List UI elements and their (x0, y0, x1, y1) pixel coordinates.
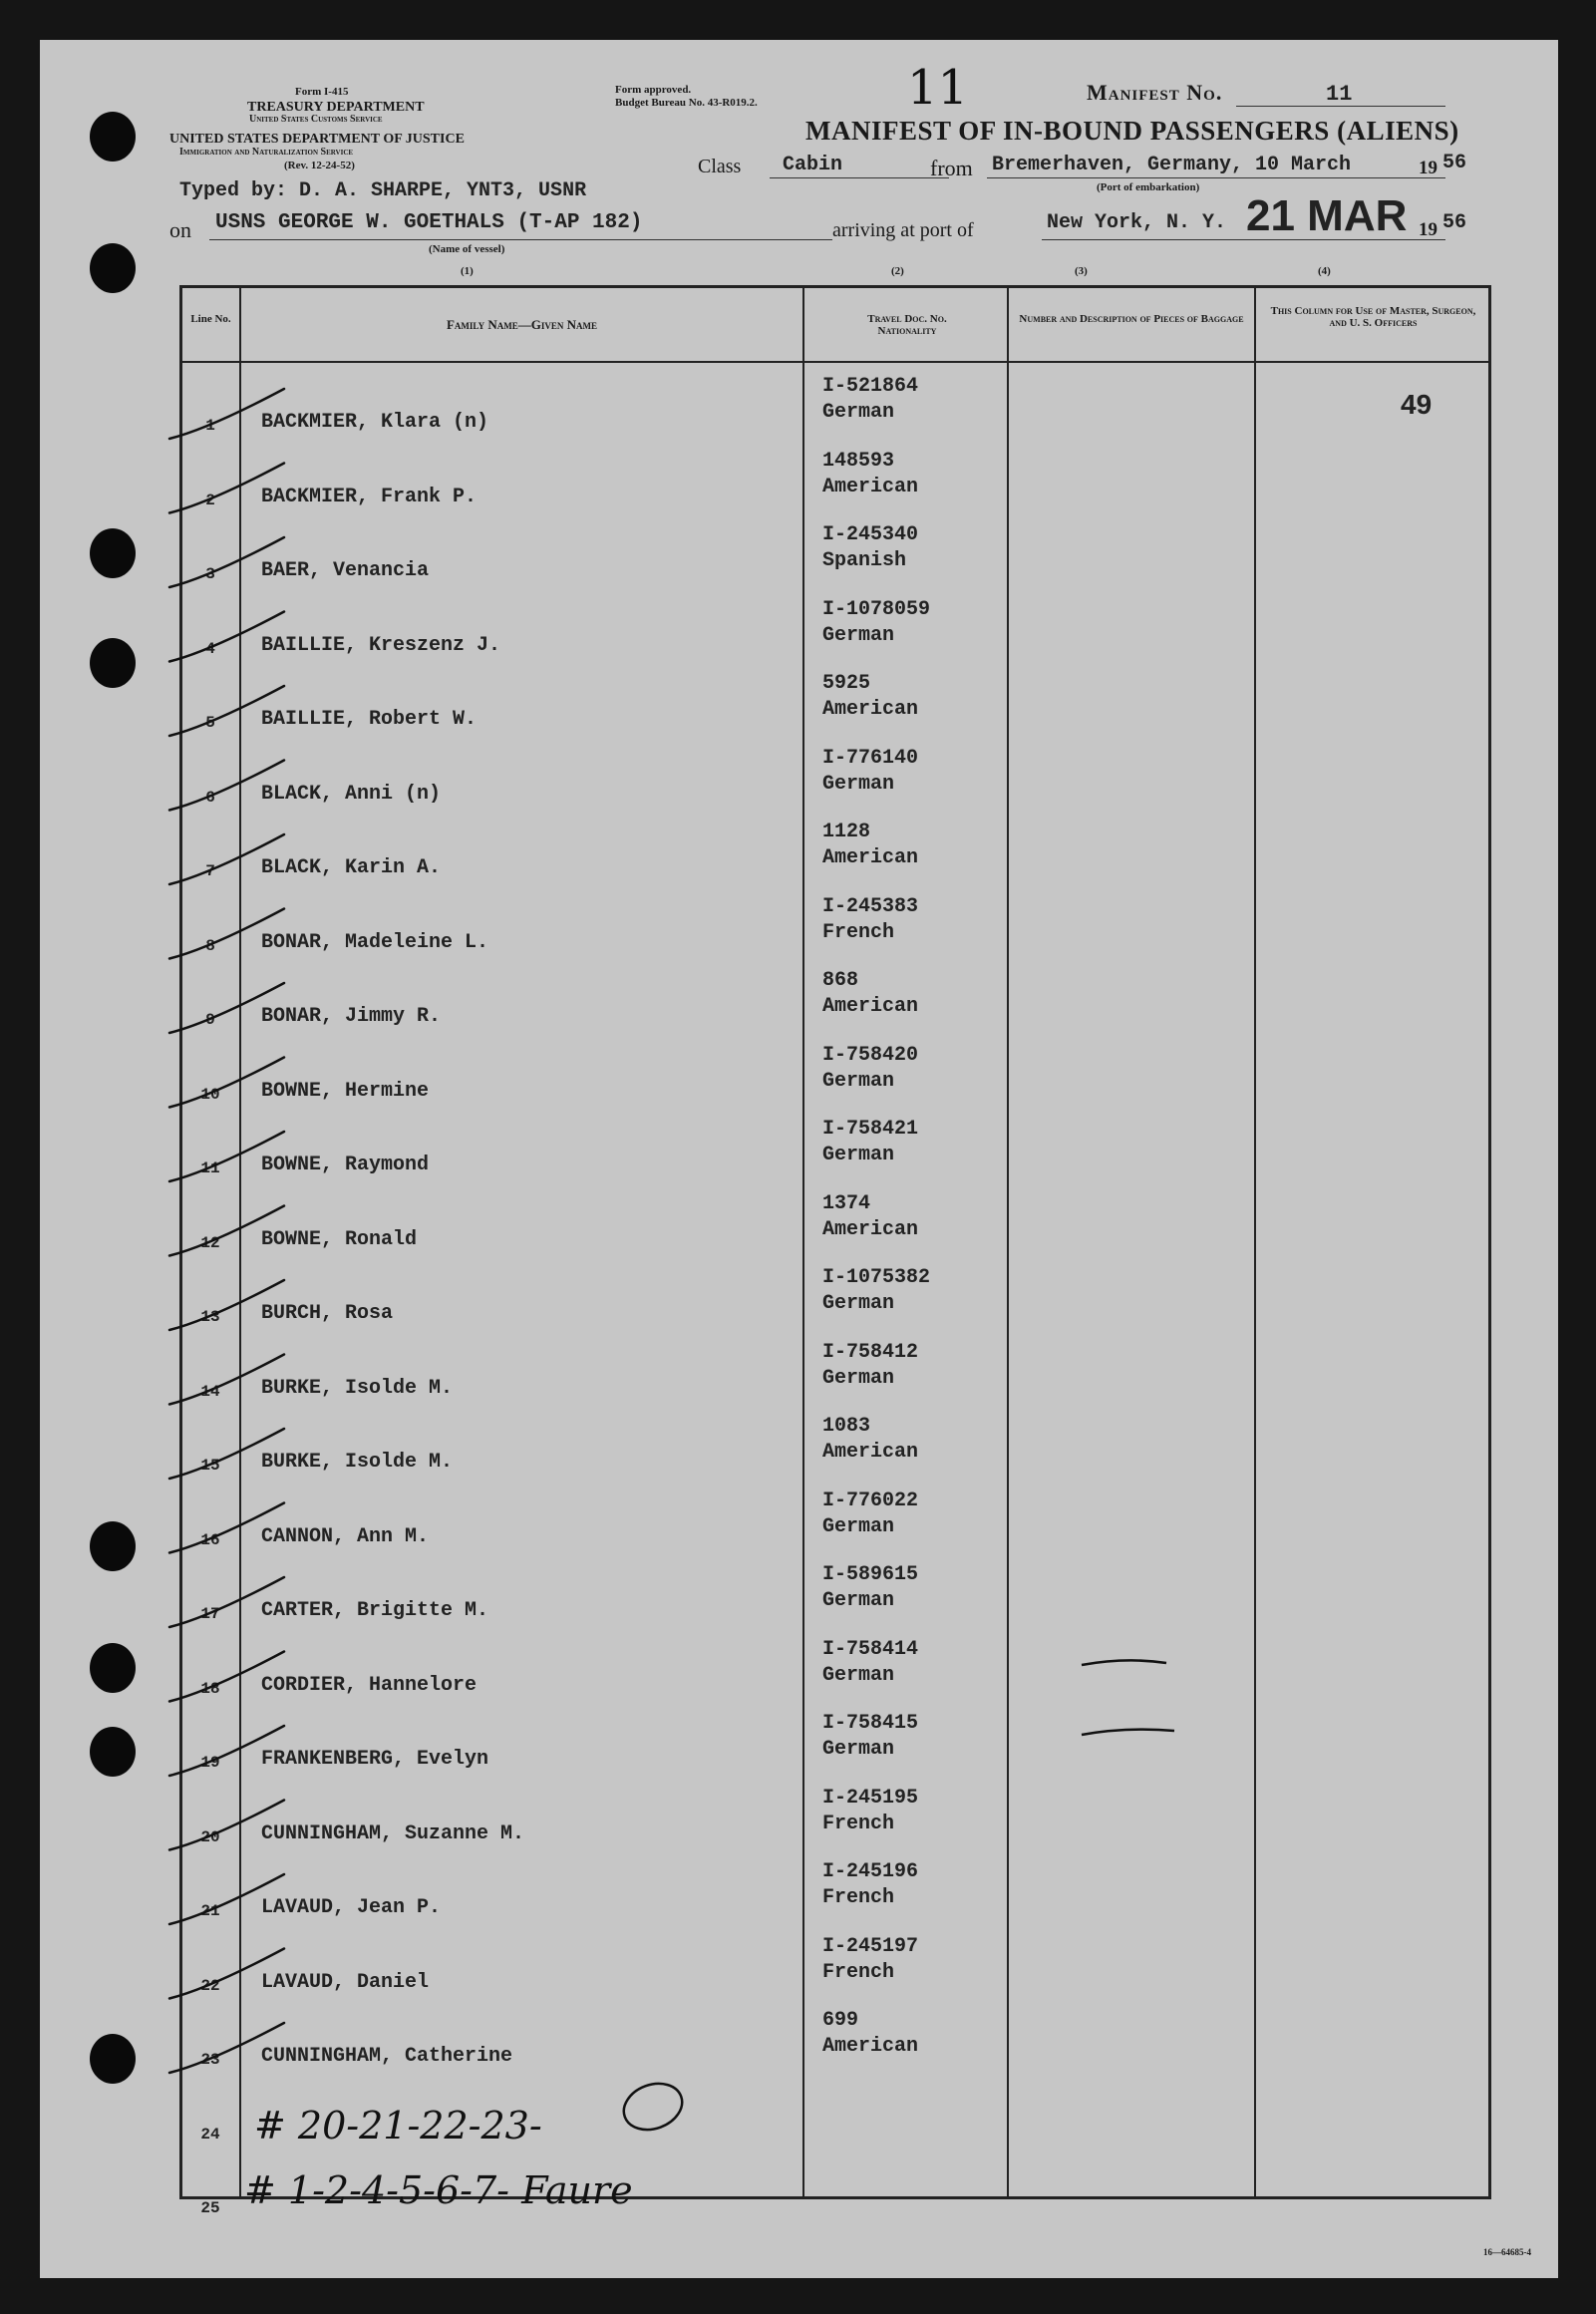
passenger-name: FRANKENBERG, Evelyn (261, 1748, 489, 1771)
customs-service: United States Customs Service (249, 114, 383, 125)
manifest-title: MANIFEST OF IN-BOUND PASSENGERS (ALIENS) (805, 116, 1459, 146)
row-line-number: 24 (200, 2125, 220, 2144)
nationality: American (822, 995, 919, 1018)
row-line-number: 23 (200, 2051, 220, 2069)
travel-doc-number: I-758420 (822, 1043, 919, 1067)
col-num-3: (3) (1075, 265, 1088, 277)
row-line-number: 4 (205, 639, 215, 658)
row-line-number: 7 (205, 862, 215, 880)
row-line-number: 9 (205, 1011, 215, 1029)
row-line-number: 12 (200, 1233, 220, 1252)
row-line-number: 14 (200, 1382, 220, 1401)
vessel-label: (Name of vessel) (429, 243, 505, 255)
passenger-name: BOWNE, Hermine (261, 1079, 430, 1103)
travel-doc-number: I-245195 (822, 1786, 919, 1810)
row-line-number: 8 (205, 936, 215, 955)
manifest-number: 11 (1326, 82, 1353, 107)
travel-doc-number: I-245196 (822, 1860, 919, 1883)
vessel-name: USNS GEORGE W. GOETHALS (T-AP 182) (215, 211, 643, 234)
nationality: German (822, 1589, 895, 1612)
justice-dept: UNITED STATES DEPARTMENT OF JUSTICE (169, 132, 465, 147)
col-num-2: (2) (891, 265, 904, 277)
row-line-number: 3 (205, 565, 215, 583)
passenger-name: BONAR, Madeleine L. (261, 930, 489, 954)
binder-hole (90, 1643, 136, 1693)
year-1: 56 (1442, 152, 1467, 174)
travel-doc-number: I-776140 (822, 746, 919, 770)
nationality: French (822, 1886, 895, 1909)
binder-hole (90, 638, 136, 688)
nationality: German (822, 1144, 895, 1166)
nationality: American (822, 1441, 919, 1464)
row-line-number: 16 (200, 1530, 220, 1549)
passenger-name: BURKE, Isolde M. (261, 1451, 454, 1474)
officer-note: 49 (1401, 389, 1433, 420)
travel-doc-number: 868 (822, 969, 859, 992)
travel-doc-number: 1128 (822, 821, 871, 843)
row-line-number: 18 (200, 1679, 220, 1698)
passenger-name: BAILLIE, Robert W. (261, 708, 478, 731)
passenger-name: LAVAUD, Jean P. (261, 1896, 442, 1919)
embark-port: Bremerhaven, Germany, 10 March (992, 154, 1352, 176)
nationality: American (822, 846, 919, 869)
row-line-number: 20 (200, 1827, 220, 1846)
travel-doc-number: I-245340 (822, 523, 919, 546)
nationality: German (822, 1366, 895, 1390)
row-line-number: 11 (200, 1159, 220, 1177)
travel-doc-number: 1374 (822, 1191, 871, 1215)
nationality: American (822, 698, 919, 721)
nationality: American (822, 1217, 919, 1241)
on-label: on (169, 217, 191, 242)
travel-doc-number: 699 (822, 2009, 859, 2032)
header-travel-doc: Travel Doc. No. Nationality (867, 313, 947, 337)
passenger-name: CANNON, Ann M. (261, 1524, 430, 1548)
typed-by: Typed by: D. A. SHARPE, YNT3, USNR (179, 179, 587, 202)
passenger-name: BAER, Venancia (261, 559, 430, 582)
passenger-name: BACKMIER, Klara (n) (261, 411, 489, 434)
passenger-name: BURCH, Rosa (261, 1302, 394, 1325)
arriving-label: arriving at port of (832, 219, 974, 241)
arrival-port: New York, N. Y. (1047, 211, 1227, 234)
row-line-number: 2 (205, 491, 215, 509)
passenger-name: CUNNINGHAM, Suzanne M. (261, 1821, 525, 1845)
class-label: Class (698, 156, 742, 177)
passenger-name: BLACK, Anni (n) (261, 782, 442, 806)
port-embarkation-label: (Port of embarkation) (1097, 181, 1200, 193)
class-value: Cabin (783, 154, 843, 176)
travel-doc-number: I-776022 (822, 1488, 919, 1512)
row-line-number: 21 (200, 1902, 220, 1920)
travel-doc-number: I-589615 (822, 1563, 919, 1586)
binder-hole (90, 243, 136, 293)
travel-doc-number: I-758415 (822, 1712, 919, 1735)
row-line-number: 22 (200, 1976, 220, 1995)
pen-strokes (40, 40, 1558, 2278)
header-name: Family Name—Given Name (446, 317, 597, 332)
nationality: French (822, 920, 895, 944)
header-baggage: Number and Description of Pieces of Baggage (1019, 313, 1244, 325)
row-line-number: 15 (200, 1457, 220, 1475)
row-line-number: 25 (200, 2199, 220, 2217)
travel-doc-number: 1083 (822, 1415, 871, 1438)
passenger-name: BACKMIER, Frank P. (261, 485, 478, 508)
binder-hole (90, 2034, 136, 2084)
header-line-no: Line No. (190, 313, 231, 325)
passenger-name: BLACK, Karin A. (261, 856, 442, 879)
from-label: from (930, 156, 973, 180)
form-number: Form I-415 (295, 86, 349, 98)
arrival-date-stamp: 21 MAR (1246, 191, 1408, 240)
form-revision: (Rev. 12-24-52) (284, 160, 355, 171)
passenger-name: BOWNE, Raymond (261, 1154, 430, 1176)
travel-doc-number: I-521864 (822, 375, 919, 398)
nationality: German (822, 1738, 895, 1761)
passenger-name: CORDIER, Hannelore (261, 1673, 478, 1697)
passenger-name: BURKE, Isolde M. (261, 1376, 454, 1400)
travel-doc-number: 5925 (822, 672, 871, 695)
passenger-name: LAVAUD, Daniel (261, 1970, 430, 1994)
travel-doc-number: I-1078059 (822, 597, 931, 621)
row-line-number: 10 (200, 1085, 220, 1104)
row-line-number: 19 (200, 1754, 220, 1772)
row-line-number: 6 (205, 788, 215, 807)
nationality: German (822, 1663, 895, 1687)
manifest-label: Manifest No. (1087, 80, 1223, 105)
ins-service: Immigration and Naturalization Service (179, 147, 354, 158)
travel-doc-number: I-758412 (822, 1340, 919, 1364)
col-num-4: (4) (1318, 265, 1331, 277)
nationality: German (822, 1069, 895, 1093)
row-line-number: 1 (205, 417, 215, 435)
passenger-name: BOWNE, Ronald (261, 1227, 418, 1251)
binder-hole (90, 112, 136, 162)
travel-doc-number: 148593 (822, 449, 895, 473)
passenger-name: BAILLIE, Kreszenz J. (261, 633, 501, 657)
binder-hole (90, 528, 136, 578)
header-officers: This Column for Use of Master, Surgeon, and U. S. Officers (1270, 305, 1476, 329)
form-approved: Form approved. (615, 84, 692, 96)
passenger-name: CUNNINGHAM, Catherine (261, 2045, 513, 2068)
travel-doc-number: I-758414 (822, 1637, 919, 1661)
col-num-1: (1) (461, 265, 474, 277)
travel-doc-number: I-1075382 (822, 1266, 931, 1289)
nationality: German (822, 1514, 895, 1538)
travel-doc-number: I-758421 (822, 1118, 919, 1141)
row-line-number: 17 (200, 1605, 220, 1623)
nationality: American (822, 475, 919, 498)
handwritten-line-24: # 20-21-22-23- (254, 2104, 542, 2148)
travel-doc-number: I-245383 (822, 894, 919, 918)
travel-doc-number: I-245197 (822, 1934, 919, 1958)
treasury-dept: TREASURY DEPARTMENT (247, 100, 425, 115)
budget-bureau: Budget Bureau No. 43-R019.2. (615, 97, 758, 109)
passenger-name: CARTER, Brigitte M. (261, 1599, 489, 1622)
row-line-number: 13 (200, 1308, 220, 1326)
binder-hole (90, 1727, 136, 1777)
bottom-code: 16—64685-4 (1483, 2247, 1531, 2257)
handwritten-top-mark: 11 (907, 60, 969, 116)
nationality: German (822, 772, 895, 796)
handwritten-line-25: # 1-2-4-5-6-7- Faure (244, 2168, 633, 2212)
year-2: 56 (1442, 211, 1467, 234)
nationality: French (822, 1960, 895, 1984)
nationality: German (822, 623, 895, 647)
year-prefix-1: 19 (1419, 158, 1437, 178)
nationality: Spanish (822, 549, 907, 572)
row-line-number: 5 (205, 714, 215, 732)
nationality: German (822, 1292, 895, 1315)
manifest-page (40, 40, 1558, 2278)
year-prefix-2: 19 (1419, 219, 1437, 240)
binder-hole (90, 1521, 136, 1571)
nationality: French (822, 1812, 895, 1835)
passenger-name: BONAR, Jimmy R. (261, 1005, 442, 1028)
nationality: American (822, 2035, 919, 2058)
nationality: German (822, 401, 895, 424)
